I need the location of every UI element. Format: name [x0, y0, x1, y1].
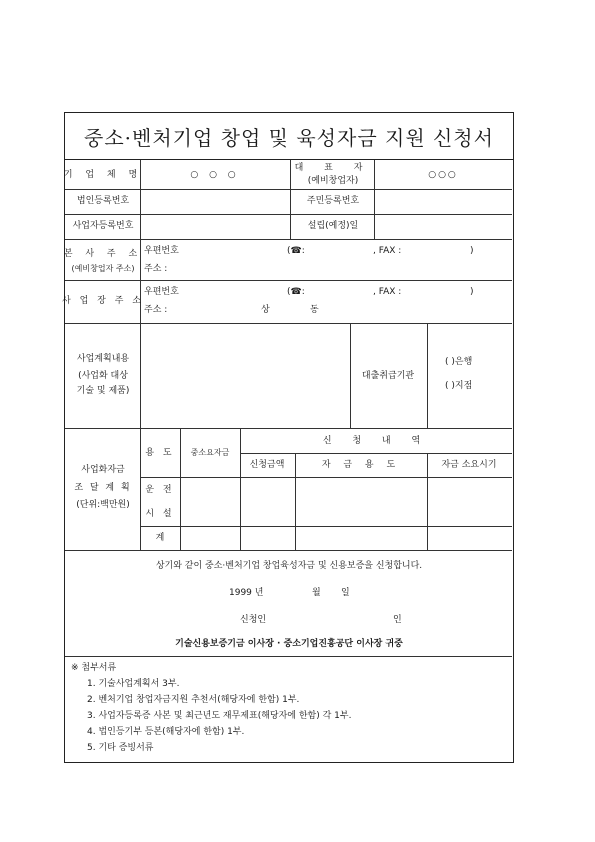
sme-fund-label: 중소요자금 [190, 448, 230, 457]
site-close-paren: ) [470, 287, 474, 297]
hq-street-label: 주소 : [144, 264, 168, 274]
site-fax-label: , FAX : [373, 287, 402, 297]
application-form [64, 160, 514, 763]
lender-label: 대출취급기관 [361, 371, 415, 381]
business-plan-sublabel: (사업화 대상 [78, 371, 128, 381]
hq-phone-label: (☎: [287, 246, 305, 256]
representative-value: ○○○ [428, 170, 458, 180]
request-details-label: 신 청 내 역 [322, 436, 430, 446]
business-plan-field[interactable] [141, 324, 350, 428]
hq-postal-label: 우편번호 [144, 246, 179, 256]
funding-unit-label: (단위:백만원) [76, 500, 130, 510]
site-dong-label: 동 [310, 305, 319, 315]
site-address-label: 사 업 장 주 소 [62, 296, 144, 306]
recipient-line: 기술신용보증기금 이사장 · 중소기업진흥공단 이사장 귀중 [175, 639, 403, 649]
funding-label: 사업화자금 [81, 465, 125, 475]
corporate-number-label: 법인등록번호 [76, 196, 130, 206]
attachment-item: 1. 기술사업계획서 3부. [87, 679, 180, 689]
site-sang-label: 상 [261, 305, 270, 315]
business-plan-label: 사업계획내용 [76, 354, 130, 364]
hq-address-label: 본 사 주 소 [63, 249, 143, 259]
hq-close-paren: ) [470, 246, 474, 256]
fund-timing-label: 자금 소요시기 [441, 460, 497, 470]
attachments-heading: ※ 첨부서류 [71, 663, 117, 673]
attachment-item: 2. 벤처기업 창업자금지원 추천서(해당자에 한함) 1부. [87, 695, 300, 705]
hq-address-sublabel: (예비창업자 주소) [71, 264, 135, 273]
site-postal-label: 우편번호 [144, 287, 179, 297]
request-amount-label: 신청금액 [249, 460, 285, 470]
use-label: 용 도 [145, 448, 175, 458]
established-date-label: 설립(예정)일 [307, 221, 359, 231]
form-title-box [64, 112, 514, 160]
attachment-item: 3. 사업자등록증 사본 및 최근년도 재무제표(해당자에 한함) 각 1부. [87, 711, 352, 721]
facility-label: 시 설 [145, 509, 175, 519]
established-date-field[interactable] [375, 215, 512, 239]
resident-number-field[interactable] [375, 190, 512, 214]
lender-bank: ( )은행 [445, 357, 473, 367]
hq-street-field[interactable] [175, 260, 512, 280]
applicant-label: 신청인 [240, 615, 267, 625]
business-number-field[interactable] [141, 215, 290, 239]
representative-label: 대 표 자 [294, 163, 372, 173]
representative-sublabel: (예비창업자) [307, 176, 359, 186]
lender-branch: ( )지점 [445, 381, 473, 391]
company-name-value: ○ ○ ○ [190, 170, 240, 180]
corporate-number-field[interactable] [141, 190, 290, 214]
operating-label: 운 전 [145, 485, 175, 495]
attachment-item: 4. 법인등기부 등본(해당자에 한함) 1부. [87, 727, 245, 737]
declaration-text: 상기와 같이 중소·벤처기업 창업육성자금 및 신용보증을 신청합니다. [155, 561, 423, 571]
company-name-label: 기 업 체 명 [63, 170, 143, 180]
fund-purpose-label: 자 금 용 도 [321, 460, 401, 470]
declaration-month: 월 [312, 588, 321, 598]
applicant-seal: 인 [393, 615, 402, 625]
business-number-label: 사업자등록번호 [72, 221, 134, 231]
resident-number-label: 주민등록번호 [306, 196, 360, 206]
funding-sublabel: 조 달 계 획 [74, 483, 132, 493]
site-phone-label: (☎: [287, 287, 305, 297]
declaration-day: 일 [341, 588, 350, 598]
attachment-item: 5. 기타 증빙서류 [87, 743, 154, 753]
total-label: 계 [155, 533, 165, 543]
hq-fax-label: , FAX : [373, 246, 402, 256]
business-plan-sublabel-2: 기술 및 제품) [76, 386, 130, 396]
form-title: 중소·벤처기업 창업 및 육성자금 지원 신청서 [84, 125, 494, 150]
declaration-year: 1999 년 [229, 588, 264, 598]
site-street-label: 주소 : [144, 305, 168, 315]
